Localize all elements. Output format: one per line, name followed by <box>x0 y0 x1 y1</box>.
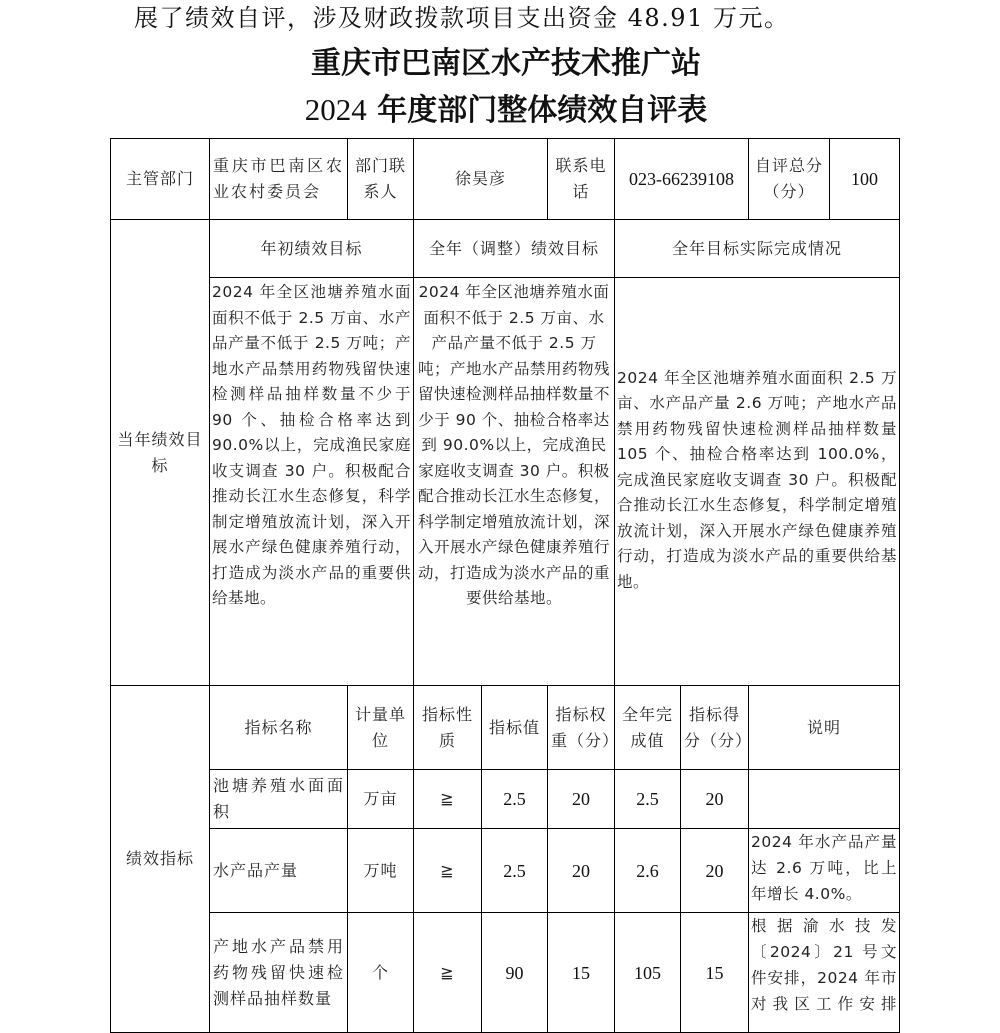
col-adjusted-goal: 全年（调整）绩效目标 <box>414 220 615 278</box>
indicator-score: 20 <box>681 829 749 913</box>
intro-paragraph: 展了绩效自评，涉及财政拨款项目支出资金 48.91 万元。 <box>134 4 790 32</box>
hdr-weight: 指标权重（分） <box>548 686 615 770</box>
dept-label: 主管部门 <box>111 139 210 220</box>
indicator-target: 2.5 <box>482 770 548 829</box>
document-subtitle <box>0 90 1000 131</box>
score-value: 100 <box>830 139 900 220</box>
indicator-note <box>749 770 900 829</box>
goals-header-row <box>111 220 900 278</box>
indicator-unit: 万吨 <box>348 829 414 913</box>
indicator-score: 20 <box>681 770 749 829</box>
indicator-target: 90 <box>482 913 548 1033</box>
table-row <box>111 770 900 829</box>
evaluation-table <box>110 138 900 1033</box>
hdr-note: 说明 <box>749 686 900 770</box>
indicator-note: 2024 年水产品产量达 2.6 万吨，比上年增长 4.0%。 <box>749 829 900 913</box>
col-initial-goal: 年初绩效目标 <box>210 220 414 278</box>
goals-section-label: 当年绩效目标 <box>111 220 210 686</box>
subtitle-year: 2024 <box>304 92 367 127</box>
header-row <box>111 139 900 220</box>
indicator-weight: 20 <box>548 829 615 913</box>
indicator-weight: 15 <box>548 913 615 1033</box>
hdr-score: 指标得分（分） <box>681 686 749 770</box>
hdr-nature: 指标性质 <box>414 686 482 770</box>
document-title: 重庆市巴南区水产技术推广站 <box>311 46 701 81</box>
score-label: 自评总分（分） <box>749 139 830 220</box>
initial-goal-text: 2024 年全区池塘养殖水面面积不低于 2.5 万亩、水产品产量不低于 2.5 万吨；产地水产品禁用药物残留快速检测样品抽样数量不少于 90 个、抽检合格率达到 90.0%以上，完成渔民家庭收支调查 30 户。积极配合推动长江水生态修复，科学制定增殖放流计划，深入开展水产绿色健康养殖行动，打造成为淡水产品的重要供给基地。 <box>210 278 414 686</box>
indicator-unit: 万亩 <box>348 770 414 829</box>
indicators-section-label: 绩效指标 <box>111 686 210 1033</box>
adjusted-goal-text: 2024 年全区池塘养殖水面面积不低于 2.5 万亩、水产品产量不低于 2.5 万吨；产地水产品禁用药物残留快速检测样品抽样数量不少于 90 个、抽检合格率达到 90.0%以上，完成渔民家庭收支调查 30 户。积极配合推动长江水生态修复，科学制定增殖放流计划，深入开展水产绿色健康养殖行动，打造成为淡水产品的重要供给基地。 <box>414 278 615 686</box>
table-row <box>111 913 900 1033</box>
hdr-target: 指标值 <box>482 686 548 770</box>
hdr-actual: 全年完成值 <box>615 686 681 770</box>
indicator-actual: 2.6 <box>615 829 681 913</box>
hdr-indicator-name: 指标名称 <box>210 686 348 770</box>
indicator-nature: ≧ <box>414 829 482 913</box>
indicator-unit: 个 <box>348 913 414 1033</box>
indicators-header-row <box>111 686 900 770</box>
indicator-actual: 105 <box>615 913 681 1033</box>
goals-body-row <box>111 278 900 686</box>
indicator-weight: 20 <box>548 770 615 829</box>
contact-value: 徐昊彦 <box>414 139 548 220</box>
subtitle-text: 年度部门整体绩效自评表 <box>366 93 708 128</box>
indicator-nature: ≧ <box>414 770 482 829</box>
indicator-name: 水产品产量 <box>210 829 348 913</box>
indicator-target: 2.5 <box>482 829 548 913</box>
indicator-actual: 2.5 <box>615 770 681 829</box>
phone-value: 023-66239108 <box>615 139 749 220</box>
indicator-nature: ≧ <box>414 913 482 1033</box>
indicator-name: 产地水产品禁用药物残留快速检测样品抽样数量 <box>210 913 348 1033</box>
indicator-name: 池塘养殖水面面积 <box>210 770 348 829</box>
dept-value: 重庆市巴南区农业农村委员会 <box>210 139 348 220</box>
indicator-score: 15 <box>681 913 749 1033</box>
col-actual-completion: 全年目标实际完成情况 <box>615 220 900 278</box>
phone-label: 联系电话 <box>548 139 615 220</box>
table-row <box>111 829 900 913</box>
indicator-note: 根据渝水技发〔2024〕21 号文件安排，2024 年市对我区工作安排 <box>749 913 900 1033</box>
contact-label: 部门联系人 <box>348 139 414 220</box>
actual-completion-text: 2024 年全区池塘养殖水面面积 2.5 万亩、水产品产量 2.6 万吨；产地水产品禁用药物残留快速检测样品抽样数量 105 个、抽检合格率达到 100.0%，完成渔民家庭收支调查 30 户。积极配合推动长江水生态修复，科学制定增殖放流计划，深入开展水产绿色健康养殖行动，打造成为淡水产品的重要供给基地。 <box>615 278 900 686</box>
hdr-unit: 计量单位 <box>348 686 414 770</box>
